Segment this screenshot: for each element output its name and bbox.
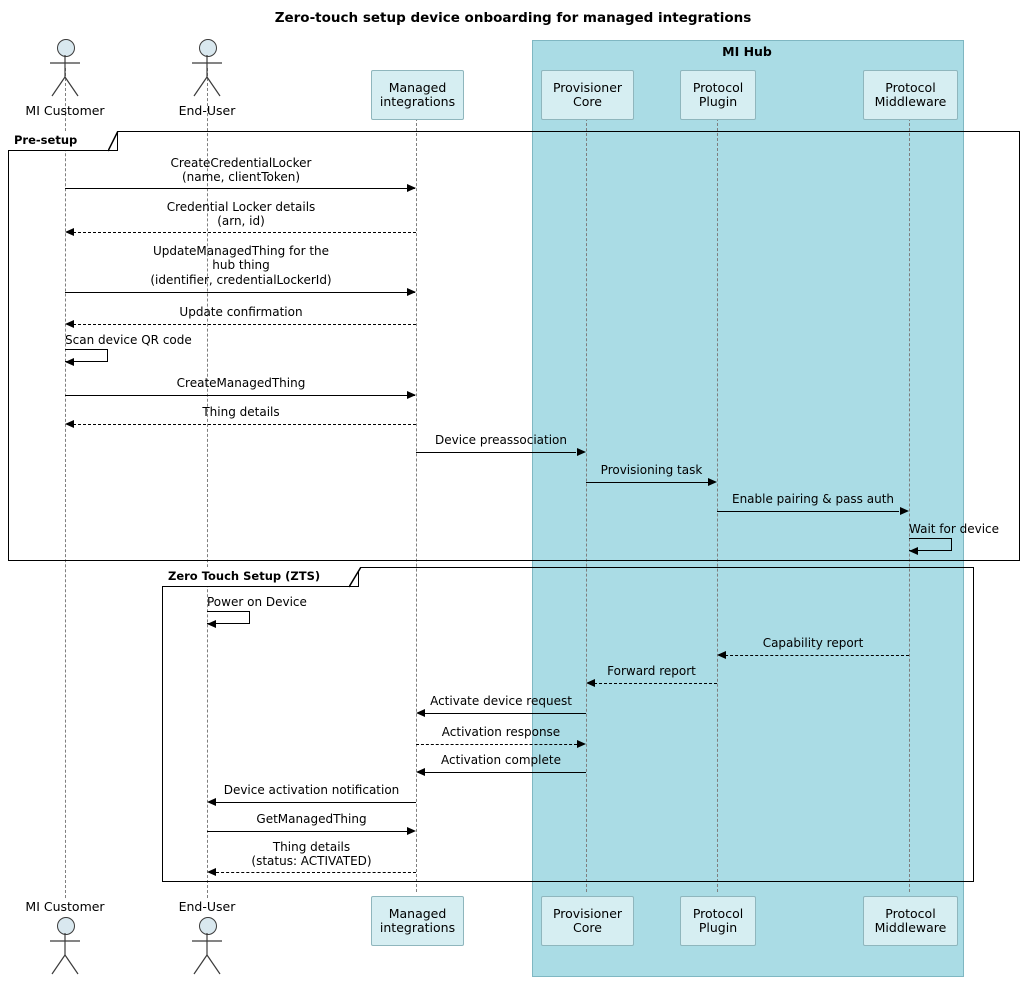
message-label-m5: Scan device QR code xyxy=(65,333,192,347)
message-arrow-m16 xyxy=(577,740,586,748)
actor-label-end-user-bottom: End-User xyxy=(178,899,236,914)
message-arrow-m6 xyxy=(407,391,416,399)
message-arrow-m12 xyxy=(207,620,216,628)
message-arrow-m14 xyxy=(586,679,595,687)
diagram-title: Zero-touch setup device onboarding for managed integrations xyxy=(274,10,752,26)
message-label-m15: Activate device request xyxy=(430,694,572,708)
fragment-tab-corner-pre-setup xyxy=(108,131,128,152)
participant-label-managed-integrations-bottom-line1: Managed xyxy=(388,905,447,921)
participant-protocol-middleware-bottom[interactable] xyxy=(863,896,958,946)
message-label-m4: Update confirmation xyxy=(179,305,303,319)
message-label-m8: Device preassociation xyxy=(435,433,567,447)
participant-protocol-plugin-top[interactable] xyxy=(680,70,756,120)
message-line-m13 xyxy=(720,655,909,656)
message-arrow-m20 xyxy=(207,868,216,876)
message-label-m9: Provisioning task xyxy=(600,463,703,477)
message-label-m18: Device activation notification xyxy=(223,783,400,797)
message-arrow-m3 xyxy=(407,288,416,296)
participant-label-managed-integrations-line2: integrations xyxy=(379,94,456,109)
message-arrow-m13 xyxy=(717,651,726,659)
message-label-m6: CreateManagedThing xyxy=(176,376,306,390)
message-line-m8 xyxy=(416,452,576,453)
message-label-m14: Forward report xyxy=(607,664,696,678)
participant-label-provisioner-core-bottom-line2: Core xyxy=(573,920,602,935)
message-line-m10 xyxy=(717,511,899,512)
message-arrow-m19 xyxy=(407,827,416,835)
message-arrow-m9 xyxy=(708,478,717,486)
message-line-m4 xyxy=(68,324,416,325)
message-line-m18 xyxy=(216,802,416,803)
participant-provisioner-core-top[interactable] xyxy=(541,70,634,120)
message-arrow-m15 xyxy=(416,709,425,717)
message-line-m17 xyxy=(425,772,586,773)
message-line-m20 xyxy=(216,872,416,873)
participant-label-protocol-plugin-line1: Protocol xyxy=(692,79,744,95)
mi-hub-title: MI Hub xyxy=(722,44,772,59)
message-label-m19: GetManagedThing xyxy=(256,812,367,826)
message-arrow-m8 xyxy=(577,448,586,456)
message-arrow-m1 xyxy=(407,184,416,192)
participant-label-protocol-middleware-line1: Protocol xyxy=(885,79,936,95)
actor-label-mi-customer-bottom: MI Customer xyxy=(25,899,105,914)
message-line-m15 xyxy=(425,713,586,714)
participant-label-protocol-middleware-bottom-line2: Middleware xyxy=(874,920,947,935)
participant-label-protocol-plugin-bottom-line2: Plugin xyxy=(698,920,738,935)
message-arrow-m11 xyxy=(909,547,918,555)
participant-label-provisioner-core-line1: Provisioner xyxy=(552,79,623,95)
message-label-m20: Thing details (status: ACTIVATED) xyxy=(251,840,372,869)
participant-label-protocol-middleware-bottom-line1: Protocol xyxy=(885,905,936,921)
participant-label-provisioner-core-bottom-line1: Provisioner xyxy=(552,905,623,921)
message-label-m17: Activation complete xyxy=(441,753,561,767)
fragment-tab-corner-zts xyxy=(349,567,371,588)
message-label-m2: Credential Locker details (arn, id) xyxy=(166,200,316,229)
message-line-m9 xyxy=(586,482,708,483)
participant-managed-integrations-top[interactable] xyxy=(371,70,464,120)
message-arrow-m4 xyxy=(65,320,74,328)
message-line-m1 xyxy=(65,188,415,189)
fragment-label-pre-setup: Pre-setup xyxy=(8,131,118,151)
participant-label-protocol-middleware-line2: Middleware xyxy=(874,94,947,109)
message-arrow-m2 xyxy=(65,228,74,236)
message-arrow-m10 xyxy=(900,507,909,515)
fragment-label-zero-touch-setup: Zero Touch Setup (ZTS) xyxy=(162,567,359,587)
participant-label-managed-integrations-line1: Managed xyxy=(388,79,447,95)
participant-label-protocol-plugin-line2: Plugin xyxy=(698,94,738,109)
message-label-m11: Wait for device xyxy=(909,522,1000,536)
message-line-m7 xyxy=(68,424,416,425)
message-arrow-m17 xyxy=(416,768,425,776)
message-arrow-m18 xyxy=(207,798,216,806)
message-label-m3: UpdateManagedThing for the hub thing (identifier, credentialLockerId) xyxy=(150,244,332,287)
actor-label-mi-customer-top: MI Customer xyxy=(25,103,105,118)
message-line-m19 xyxy=(207,831,407,832)
participant-label-provisioner-core-line2: Core xyxy=(573,94,602,109)
message-label-m1: CreateCredentialLocker (name, clientToken) xyxy=(170,156,312,185)
message-arrow-m7 xyxy=(65,420,74,428)
message-arrow-m5 xyxy=(65,358,74,366)
actor-label-end-user-top: End-User xyxy=(178,103,236,118)
message-label-m10: Enable pairing & pass auth xyxy=(731,492,895,506)
message-line-m2 xyxy=(68,232,416,233)
message-label-m13: Capability report xyxy=(762,636,864,650)
message-label-m12: Power on Device xyxy=(207,595,307,609)
participant-label-managed-integrations-bottom-line2: integrations xyxy=(379,920,456,935)
message-line-m16 xyxy=(416,744,577,745)
message-label-m7: Thing details xyxy=(202,405,280,419)
message-label-m16: Activation response xyxy=(441,725,561,739)
participant-protocol-plugin-bottom[interactable] xyxy=(680,896,756,946)
participant-label-protocol-plugin-bottom-line1: Protocol xyxy=(692,905,744,921)
message-line-m3 xyxy=(65,292,415,293)
message-line-m6 xyxy=(65,395,415,396)
message-line-m14 xyxy=(589,683,717,684)
participant-managed-integrations-bottom[interactable] xyxy=(371,896,464,946)
participant-protocol-middleware-top[interactable] xyxy=(863,70,958,120)
participant-provisioner-core-bottom[interactable] xyxy=(541,896,634,946)
